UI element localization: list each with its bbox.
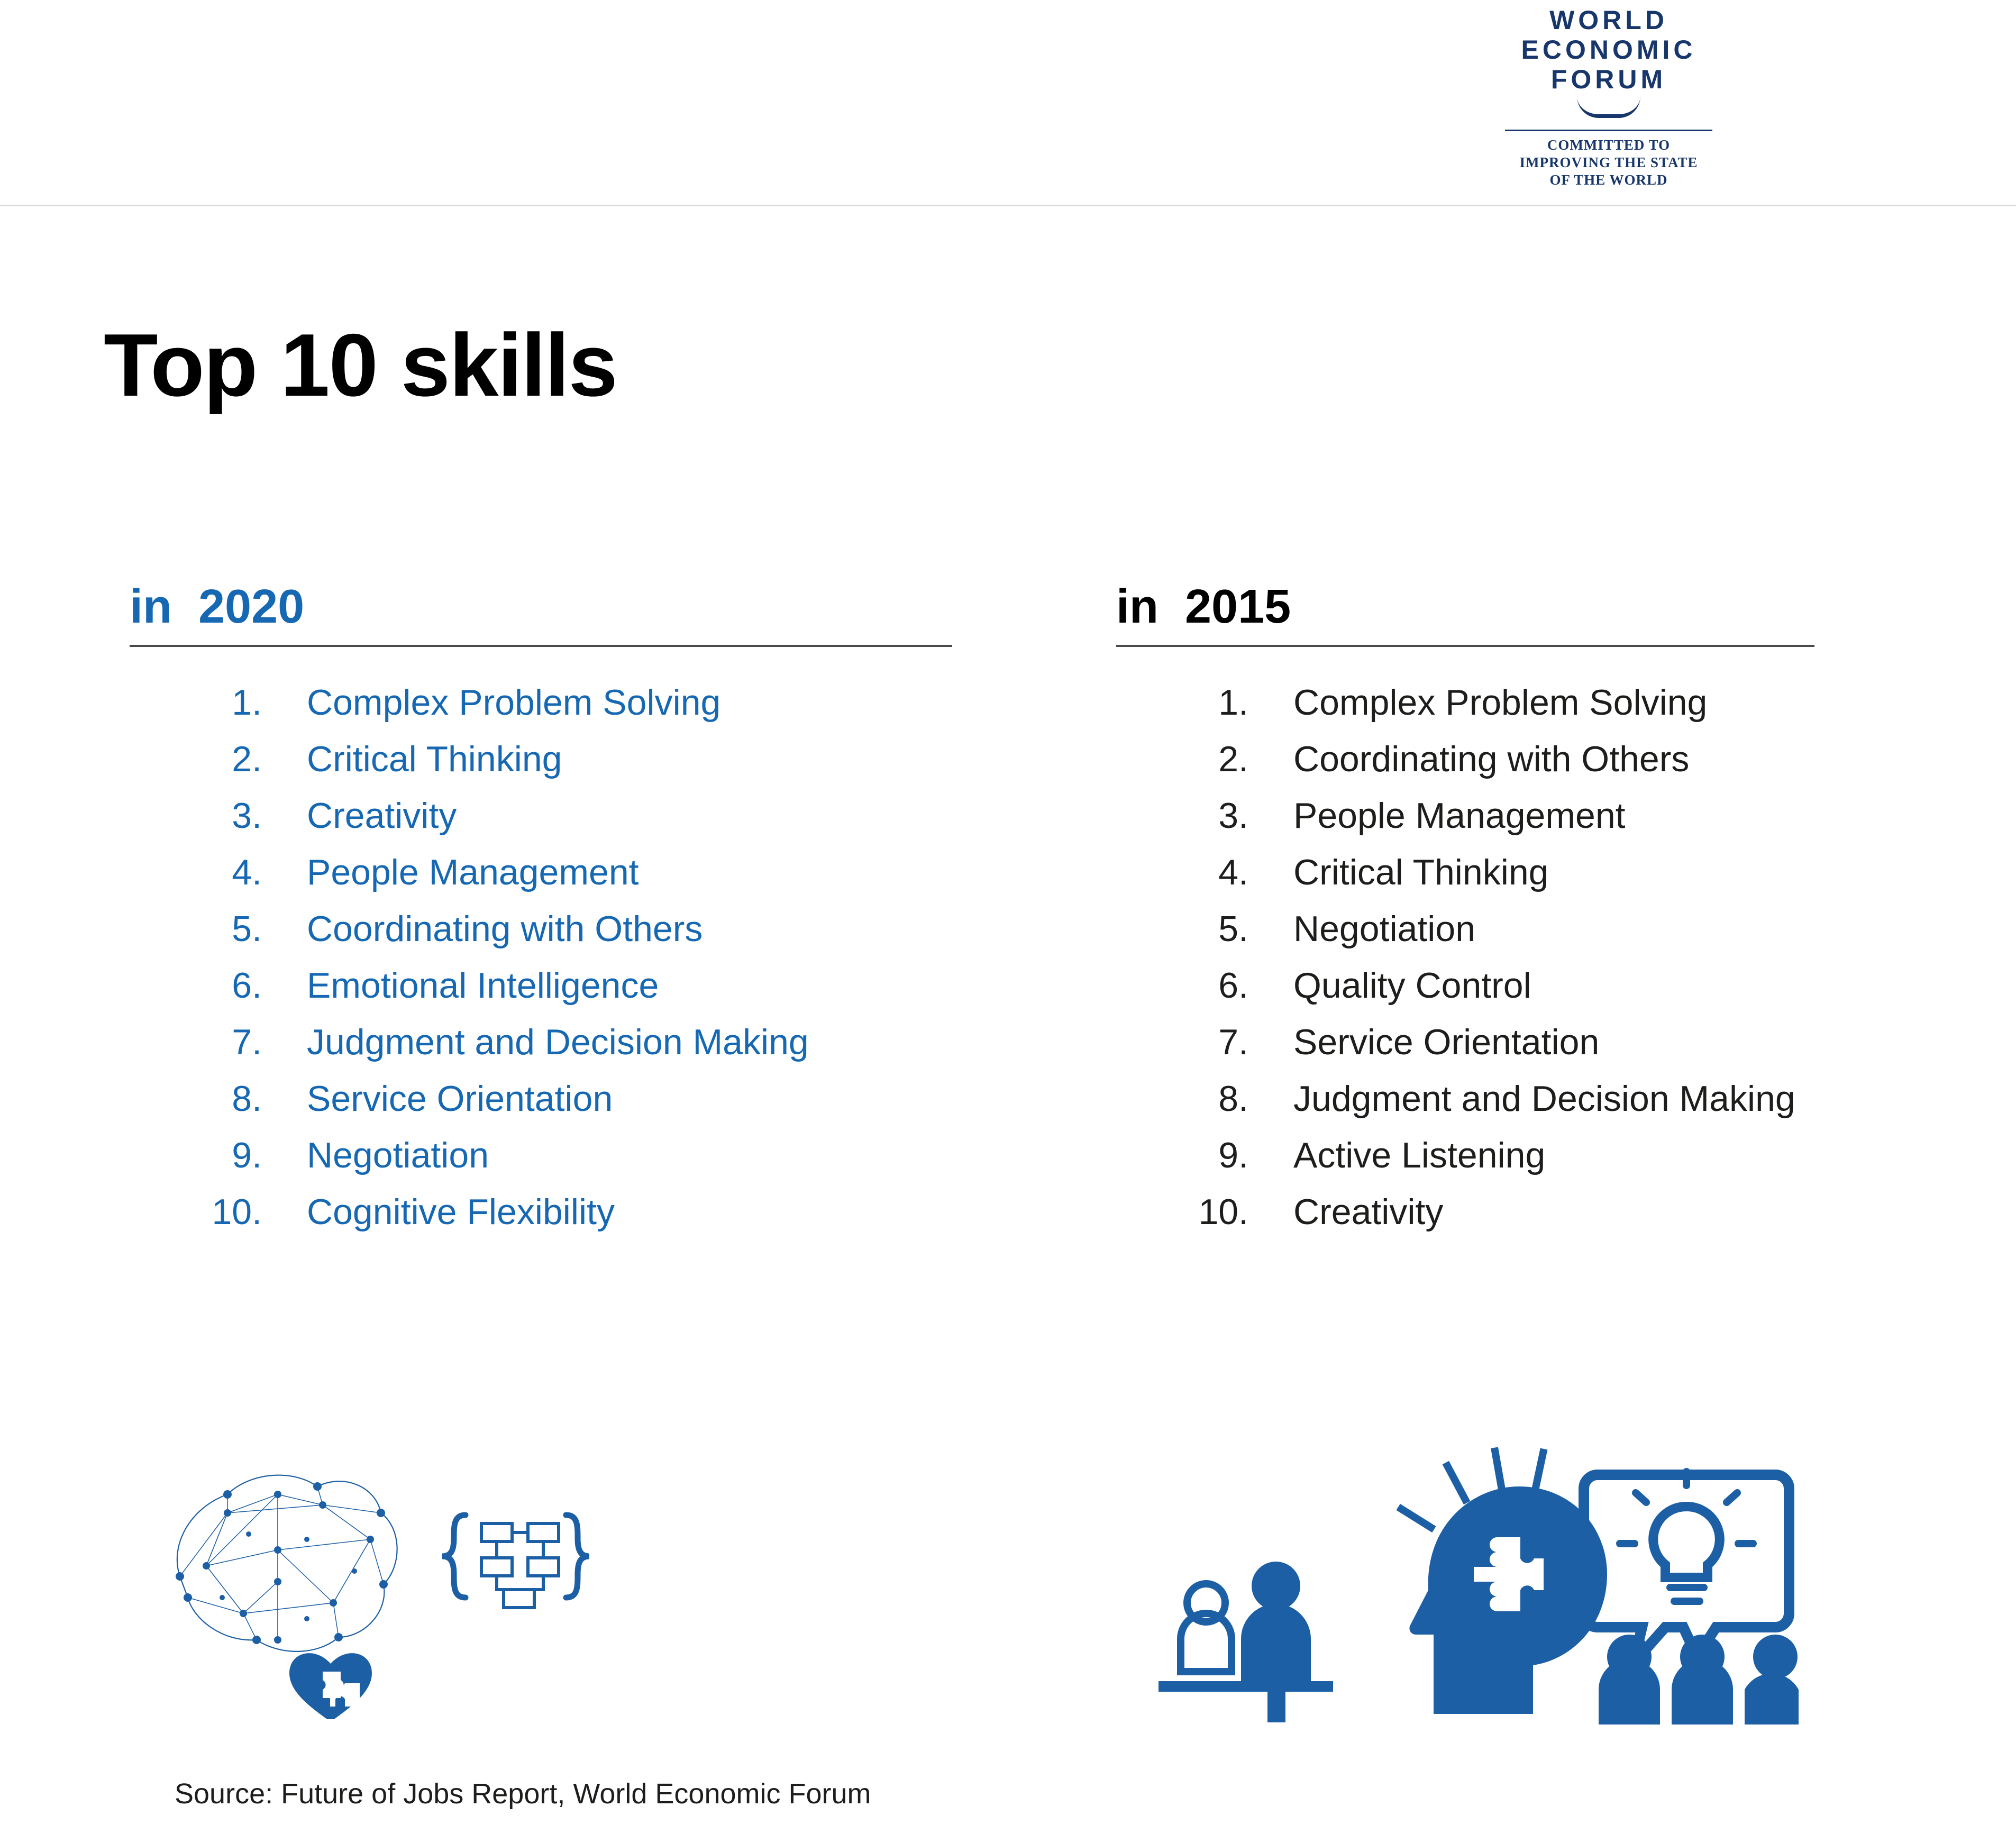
list-item-label: Active Listening — [1293, 1135, 1546, 1175]
list-item-number: 7. — [232, 1022, 262, 1062]
list-item-number: 2. — [232, 739, 262, 779]
list-item-label: Quality Control — [1293, 965, 1531, 1006]
list-item-label: People Management — [307, 852, 639, 892]
column-heading-2015: in 2015 — [1116, 580, 1291, 633]
logo-tagline-line-3: OF THE WORLD — [1549, 172, 1668, 188]
list-item-number: 5. — [232, 909, 262, 949]
list-item — [130, 674, 955, 731]
list-item-label: Emotional Intelligence — [307, 965, 659, 1006]
source-note: Source: Future of Jobs Report, World Economic Forum — [175, 1778, 871, 1810]
list-item-number: 10. — [212, 1192, 262, 1232]
list-item-number: 1. — [1218, 682, 1248, 723]
list-item-label: Critical Thinking — [307, 739, 562, 779]
list-item-number: 8. — [1218, 1079, 1248, 1119]
list-item — [130, 1184, 955, 1240]
logo-swoosh-icon — [1577, 96, 1640, 118]
list-item — [130, 844, 955, 901]
list-item-number: 6. — [1218, 965, 1248, 1006]
list-item-number: 10. — [1198, 1192, 1248, 1232]
list-item-number: 4. — [232, 852, 262, 892]
list-item — [1116, 788, 1941, 844]
list-item — [130, 1071, 955, 1127]
list-item-number: 2. — [1218, 739, 1248, 779]
list-item-label: Coordinating with Others — [307, 909, 703, 949]
list-item-number: 5. — [1218, 909, 1248, 949]
list-item — [1116, 957, 1941, 1014]
list-item-label: Complex Problem Solving — [1293, 682, 1708, 723]
list-item-label: Creativity — [1293, 1192, 1444, 1232]
page-title: Top 10 skills — [104, 315, 617, 415]
list-item-number: 9. — [1218, 1135, 1248, 1175]
logo-divider — [1505, 130, 1712, 131]
list-item — [1116, 901, 1941, 957]
skills-list-2020 — [130, 674, 955, 1240]
list-item-label: Negotiation — [307, 1135, 489, 1175]
list-item — [130, 1127, 955, 1184]
list-item-label: Judgment and Decision Making — [307, 1022, 809, 1062]
logo-tagline-line-1: COMMITTED TO — [1547, 137, 1671, 153]
list-item — [130, 788, 955, 844]
list-item — [1116, 844, 1941, 901]
list-item-label: Service Orientation — [1293, 1022, 1600, 1062]
column-divider-2015 — [1116, 645, 1814, 647]
list-item — [130, 957, 955, 1014]
list-item — [130, 901, 955, 957]
list-item-label: People Management — [1293, 796, 1626, 836]
page-header — [0, 0, 2016, 206]
wef-logo — [1498, 5, 1720, 189]
list-item-label: Complex Problem Solving — [307, 682, 721, 723]
list-item — [130, 1014, 955, 1071]
people-idea-lightbulb-icon — [1137, 1418, 1799, 1735]
list-item-label: Coordinating with Others — [1293, 739, 1690, 779]
skills-column-2020 — [130, 579, 955, 1240]
logo-line-forum: FORUM — [1550, 65, 1667, 94]
list-item — [1116, 731, 1941, 788]
list-item — [1116, 1127, 1941, 1184]
list-item — [1116, 1184, 1941, 1240]
list-item-number: 8. — [232, 1079, 262, 1119]
list-item-label: Creativity — [307, 796, 457, 836]
skills-column-2015 — [1116, 579, 1941, 1240]
list-item-label: Critical Thinking — [1293, 852, 1549, 892]
list-item-number: 1. — [232, 682, 262, 723]
list-item-number: 9. — [232, 1135, 262, 1175]
logo-tagline-line-2: IMPROVING THE STATE — [1519, 154, 1698, 170]
logo-line-economic: ECONOMIC — [1521, 35, 1696, 65]
list-item — [1116, 1071, 1941, 1127]
list-item-label: Cognitive Flexibility — [307, 1192, 615, 1232]
list-item-number: 4. — [1218, 852, 1248, 892]
list-item-number: 3. — [1218, 796, 1248, 836]
column-divider-2020 — [130, 645, 952, 647]
list-item-label: Negotiation — [1293, 909, 1476, 949]
brain-network-puzzle-code-icon — [148, 1444, 608, 1719]
list-item-number: 7. — [1218, 1022, 1248, 1062]
skills-list-2015 — [1116, 674, 1941, 1240]
list-item-number: 3. — [232, 796, 262, 836]
list-item-label: Judgment and Decision Making — [1293, 1079, 1795, 1119]
column-heading-2020: in 2020 — [130, 580, 305, 633]
list-item-number: 6. — [232, 965, 262, 1006]
list-item — [130, 731, 955, 788]
logo-line-world: WORLD — [1549, 5, 1668, 35]
list-item-label: Service Orientation — [307, 1079, 613, 1119]
list-item — [1116, 1014, 1941, 1071]
list-item — [1116, 674, 1941, 731]
